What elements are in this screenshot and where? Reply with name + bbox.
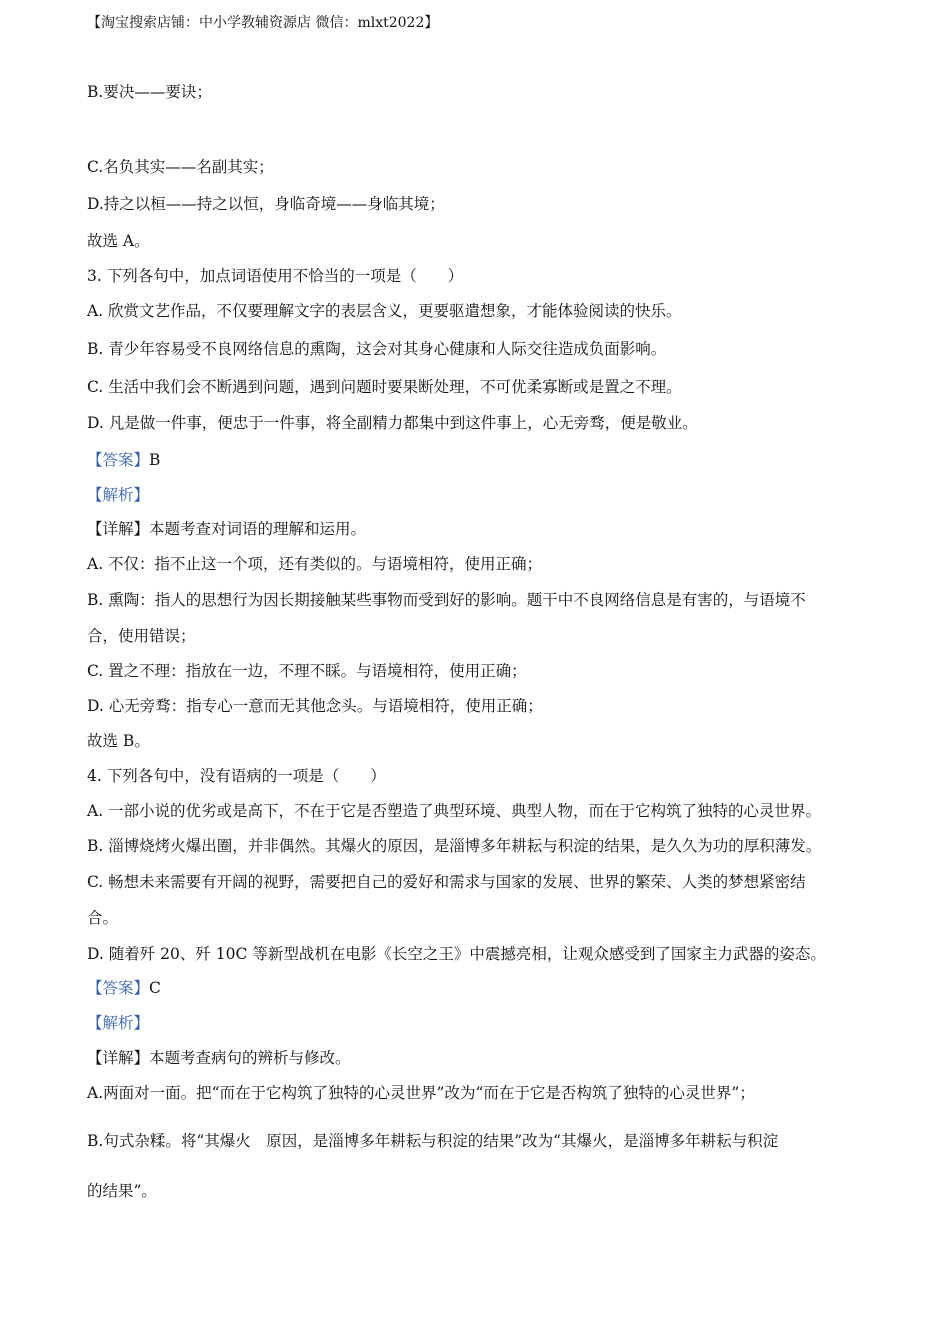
- answer-value: B: [149, 451, 161, 469]
- text-line: 【详解】本题考查病句的辨析与修改。: [87, 1049, 351, 1067]
- option-d: D. 随着歼 20、歼 10C 等新型战机在电影《长空之王》中震撼亮相，让观众感受到了国家主力武器的姿态。: [87, 945, 826, 963]
- answer-line: [87, 450, 160, 470]
- analysis-tag: 【解析】: [87, 486, 150, 504]
- option-c-cont: 合。: [87, 909, 119, 927]
- text-line: C.名负其实——名副其实；: [87, 158, 274, 176]
- text-line: 故选 B。: [87, 732, 150, 750]
- question-4-stem: 4. 下列各句中，没有语病的一项是（ ）: [87, 767, 386, 785]
- text-line: A. 不仅：指不止这一个项，还有类似的。与语境相符，使用正确；: [87, 555, 543, 573]
- option-b: B. 青少年容易受不良网络信息的熏陶，这会对其身心健康和人际交往造成负面影响。: [87, 340, 667, 358]
- option-c: C. 畅想未来需要有开阔的视野，需要把自己的爱好和需求与国家的发展、世界的繁荣、人类的梦想紧密结: [87, 873, 806, 891]
- text-line: B.句式杂糅。将“其爆火 原因，是淄博多年耕耘与积淀的结果”改为“其爆火，是淄博多年耕耘与积淀: [87, 1132, 779, 1150]
- option-d: D. 凡是做一件事，便忠于一件事，将全副精力都集中到这件事上，心无旁骛，便是敬业。: [87, 414, 698, 432]
- analysis-tag: 【解析】: [87, 1014, 150, 1032]
- option-a: A. 一部小说的优劣或是高下，不在于它是否塑造了典型环境、典型人物，而在于它构筑了独特的心灵世界。: [87, 802, 822, 820]
- text-line: C. 置之不理：指放在一边，不理不睬。与语境相符，使用正确；: [87, 662, 527, 680]
- answer-value: C: [149, 979, 161, 997]
- text-line: D.持之以桓——持之以恒，身临奇境——身临其境；: [87, 195, 445, 213]
- text-line: B. 熏陶：指人的思想行为因长期接触某些事物而受到好的影响。题干中不良网络信息是有害的，与语境不: [87, 591, 806, 609]
- text-line: 合，使用错误；: [87, 627, 196, 645]
- text-line: B.要决——要诀；: [87, 83, 212, 101]
- text-line: D. 心无旁骛：指专心一意而无其他念头。与语境相符，使用正确；: [87, 697, 543, 715]
- text-line: A.两面对一面。把“而在于它构筑了独特的心灵世界”改为“而在于它是否构筑了独特的心灵世界”；: [87, 1084, 755, 1102]
- text-line: 的结果”。: [87, 1182, 157, 1200]
- page-header: 【淘宝搜索店铺：中小学教辅资源店 微信：mlxt2022】: [87, 15, 439, 31]
- question-3-stem: 3. 下列各句中，加点词语使用不恰当的一项是（ ）: [87, 267, 464, 285]
- text-line: 故选 A。: [87, 232, 150, 250]
- answer-tag: 【答案】: [87, 979, 150, 997]
- answer-tag: 【答案】: [87, 451, 150, 469]
- text-line: 【详解】本题考查对词语的理解和运用。: [87, 520, 367, 538]
- option-b: B. 淄博烧烤火爆出圈，并非偶然。其爆火的原因，是淄博多年耕耘与积淀的结果，是久久为功的厚积薄发。: [87, 837, 822, 855]
- option-c: C. 生活中我们会不断遇到问题，遇到问题时要果断处理，不可优柔寡断或是置之不理。: [87, 378, 682, 396]
- answer-line: [87, 978, 161, 998]
- option-a: A. 欣赏文艺作品，不仅要理解文字的表层含义，更要驱遣想象，才能体验阅读的快乐。: [87, 302, 682, 320]
